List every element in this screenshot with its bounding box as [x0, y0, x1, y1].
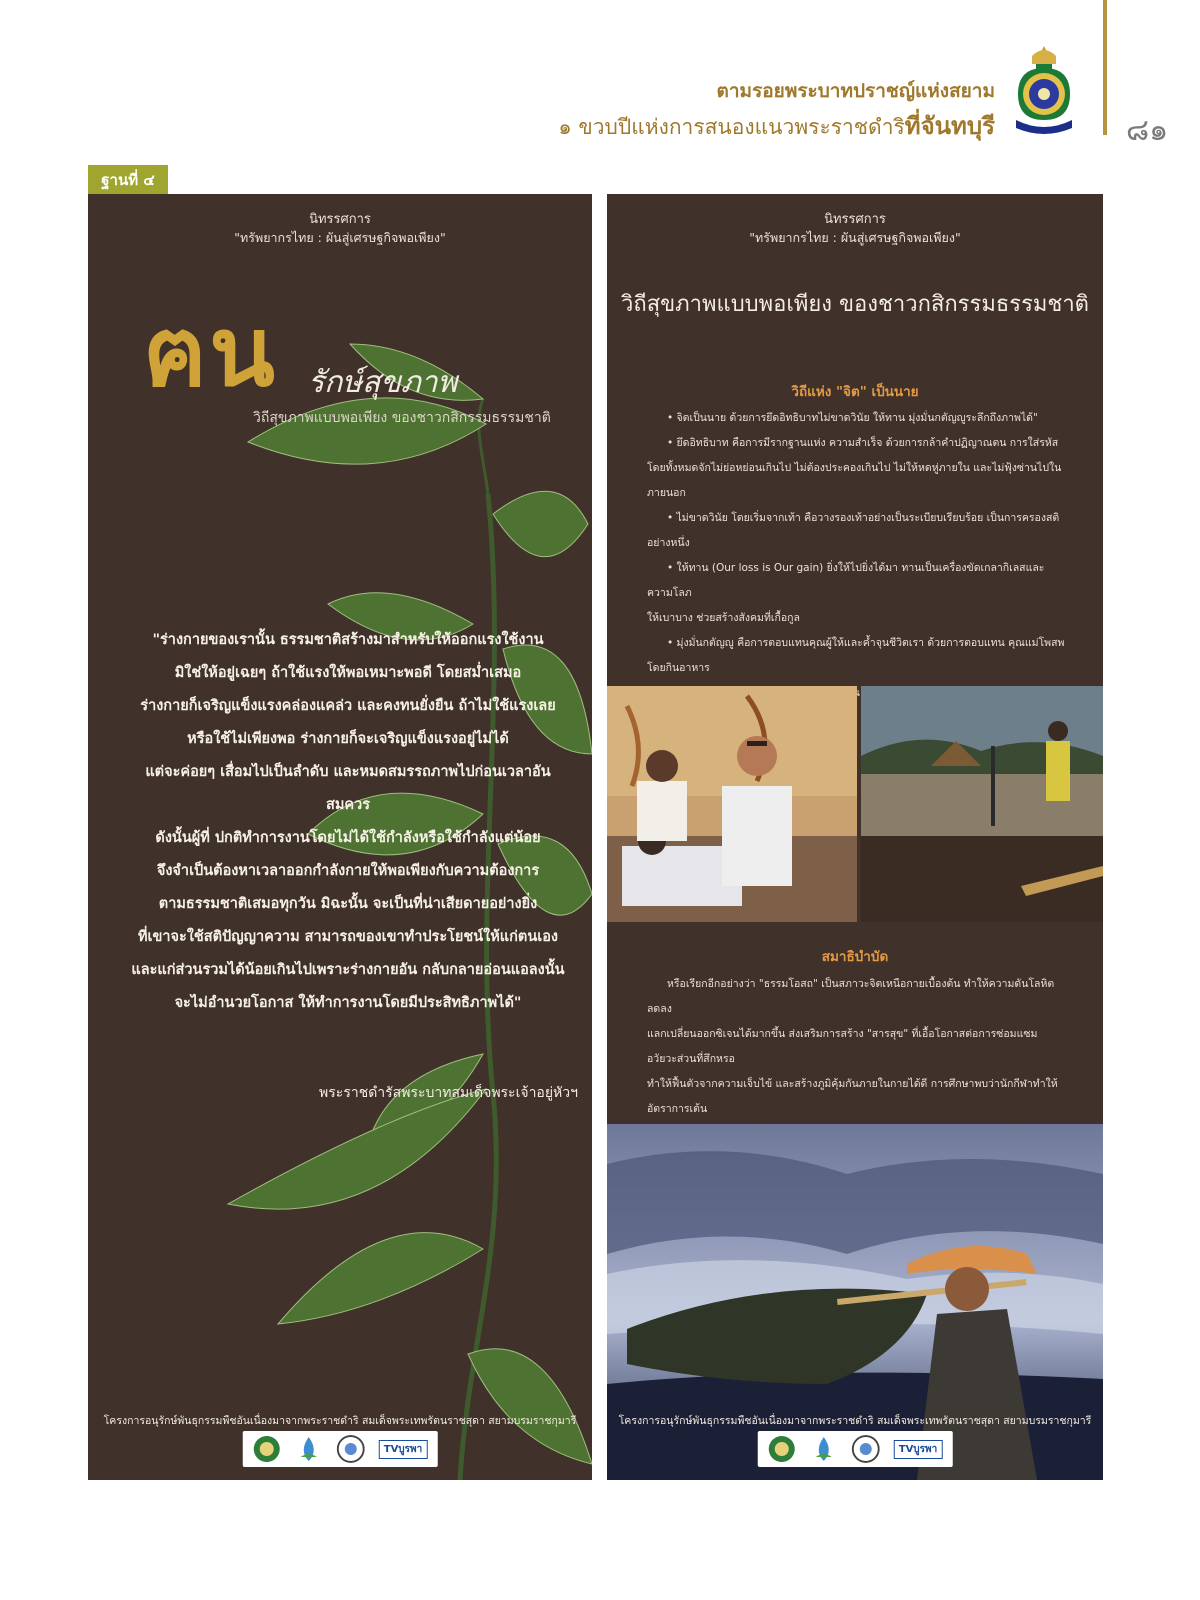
tv-logo: [379, 1440, 428, 1459]
tv-logo: [894, 1440, 943, 1459]
quote-line: ดังนั้นผู้ที่ ปกติทำการงานโดยไม่ได้ใช้กำลังหรือใช้กำลังแต่น้อย: [155, 830, 541, 846]
body-line: • ให้ทาน (Our loss is Our gain) ยิ่งให้ไปยิ่งได้มา ทานเป็นเครื่องขัดเกลากิเลสและความโลภ: [647, 562, 1045, 599]
exhibit-title: "ทรัพยากรไทย : ผันสู่เศรษฐกิจพอเพียง": [749, 230, 961, 245]
quote-line: หรือใช้ไม่เพียงพอ ร่างกายก็จะเจริญแข็งแรงอยู่ไม่ได้: [187, 731, 509, 747]
royal-quote: [128, 624, 568, 1020]
quote-line: ที่เขาจะใช้สติปัญญาความ สามารถของเขาทำประโยชน์ให้แก่ตนเอง: [137, 929, 558, 945]
quote-line: และแก่ส่วนรวมได้น้อยเกินไปเพราะร่างกายอัน กลับกลายอ่อนแอลงนั้น: [131, 962, 565, 978]
quote-line: จึงจำเป็นต้องหาเวลาออกกำลังกายให้พอเพียงกับความต้องการ: [156, 863, 540, 879]
massage-therapy-photo: [607, 686, 857, 922]
header-title-line1: ตามรอยพระบาทปราชญ์แห่งสยาม: [716, 80, 995, 102]
quote-line: "ร่างกายของเรานั้น ธรรมชาติสร้างมาสำหรับให้ออกแรงใช้งาน: [152, 632, 544, 648]
body-line: • ไม่ขาดวินัย โดยเริ่มจากเท้า คือวางรองเท้าอย่างเป็นระเบียบเรียบร้อย เป็นการครองสติอย่างหนึ่ง: [647, 512, 1060, 549]
body-line: • จิตเป็นนาย ด้วยการยึดอิทธิบาทไม่ขาดวินัย ให้ทาน มุ่งมั่นกตัญญูระลึกถึงภาพได้": [667, 412, 1038, 424]
body-line: • มุ่งมั่นกตัญญู คือการตอบแทนคุณผู้ให้และค้ำจุนชีวิตเรา ด้วยการตอบแทน คุณแม่โพสพโดยกินอาหาร: [647, 637, 1065, 674]
body-line: ให้เบาบาง ช่วยสร้างสังคมที่เกื้อกูล: [647, 612, 800, 624]
page-number: ๘๑: [1126, 113, 1169, 148]
header-title-line2: [558, 106, 995, 145]
body-line: • ยึดอิทธิบาท คือการมีรากฐานแห่ง ความสำเร็จ ด้วยการกล้าคำปฏิญาณตน การใส่รหัส: [667, 437, 1059, 449]
section-title-mind: วิถีแห่ง "จิต" เป็นนาย: [791, 384, 919, 400]
quote-line: แต่จะค่อยๆ เสื่อมไปเป็นลำดับ และหมดสมรรถภาพไปก่อนเวลาอันสมควร: [145, 764, 551, 813]
left-poster: [88, 194, 592, 1480]
body-line: หรือเรียกอีกอย่างว่า "ธรรมโอสถ" เป็นสภาวะจิตเหนือกายเบื้องต้น ทำให้ความดันโลหิตลดลง: [647, 978, 1055, 1015]
poster-big-title: ฅน: [143, 295, 277, 408]
project-footer: โครงการอนุรักษ์พันธุกรรมพืชอันเนื่องมาจากพระราชดำริ สมเด็จพระเทพรัตนราชสุดา สยามบรมราชกุมารี: [103, 1415, 577, 1427]
exhibit-title: "ทรัพยากรไทย : ผันสู่เศรษฐกิจพอเพียง": [234, 230, 446, 245]
exhibit-label: นิทรรศการ: [824, 212, 886, 227]
quote-line: จะไม่อำนวยโอกาส ให้ทำการงานโดยมีประสิทธิภาพได้": [174, 995, 522, 1011]
project-footer: โครงการอนุรักษ์พันธุกรรมพืชอันเนื่องมาจากพระราชดำริ สมเด็จพระเทพรัตนราชสุดา สยามบรมราชกุมารี: [618, 1415, 1092, 1427]
round-emblem-icon: [852, 1435, 880, 1463]
agency-seal-icon: [253, 1435, 281, 1463]
tv-logo-label: TVบูรพา: [898, 1443, 938, 1455]
poster-script-title: รักษ์สุขภาพ: [308, 365, 458, 400]
quote-line: ร่างกายก็เจริญแข็งแรงคล่องแคล่ว และคงทนยั่งยืน ถ้าไม่ใช้แรงเลย: [140, 698, 556, 714]
section-body-mind: [647, 406, 1067, 731]
body-line: ทำให้ฟื้นตัวจากความเจ็บไข้ และสร้างภูมิคุ้มกันภายในกายได้ดี การศึกษาพบว่านักกีฬาทำให้อัตราการเต้น: [647, 1078, 1058, 1115]
body-line: แลกเปลี่ยนออกซิเจนได้มากขึ้น ส่งเสริมการสร้าง "สารสุข" ที่เอื้อโอกาสต่อการซ่อมแซมอวัยวะส่วนที่สึกหรอ: [647, 1028, 1038, 1065]
poster-subtitle: วิถีสุขภาพแบบพอเพียง ของชาวกสิกรรมธรรมชาติ: [253, 410, 551, 426]
body-line: โดยทั้งหมดจักไม่ย่อหย่อนเกินไป ไม่ต้องประคองเกินไป ไม่ให้หดหู่ภายใน และไม่ฟุ้งซ่านไปในภายนอก: [647, 462, 1062, 499]
quote-attribution: พระราชดำรัสพระบาทสมเด็จพระเจ้าอยู่หัวฯ: [319, 1085, 578, 1101]
exhibit-label: นิทรรศการ: [309, 212, 371, 227]
header-title-emphasis: ที่จันทบุรี: [904, 112, 995, 140]
round-emblem-icon: [337, 1435, 365, 1463]
header-divider: [1103, 0, 1107, 135]
station-tag: ฐานที่ ๔: [88, 165, 168, 195]
water-drop-logo-icon: [295, 1435, 323, 1463]
school-emblem-icon: [1010, 42, 1078, 138]
section-title-meditation: สมาธิบำบัด: [821, 949, 889, 965]
field-work-photo: [861, 686, 1103, 922]
water-drop-logo-icon: [810, 1435, 838, 1463]
sponsor-logos: [243, 1431, 438, 1467]
agency-seal-icon: [768, 1435, 796, 1463]
quote-line: ตามธรรมชาติเสมอทุกวัน มิฉะนั้น จะเป็นที่น่าเสียดายอย่างยิ่ง: [158, 896, 538, 912]
tv-logo-label: TVบูรพา: [383, 1443, 423, 1455]
quote-line: มิใช่ให้อยู่เฉยๆ ถ้าใช้แรงให้พอเหมาะพอดี โดยสม่ำเสมอ: [174, 665, 522, 681]
sponsor-logos: [758, 1431, 953, 1467]
header-title-prefix: ๑ ขวบปีแห่งการสนองแนวพระราชดำริ: [558, 115, 905, 139]
poster-heading: วิถีสุขภาพแบบพอเพียง ของชาวกสิกรรมธรรมชาติ: [621, 292, 1089, 317]
right-poster: [607, 194, 1103, 1480]
